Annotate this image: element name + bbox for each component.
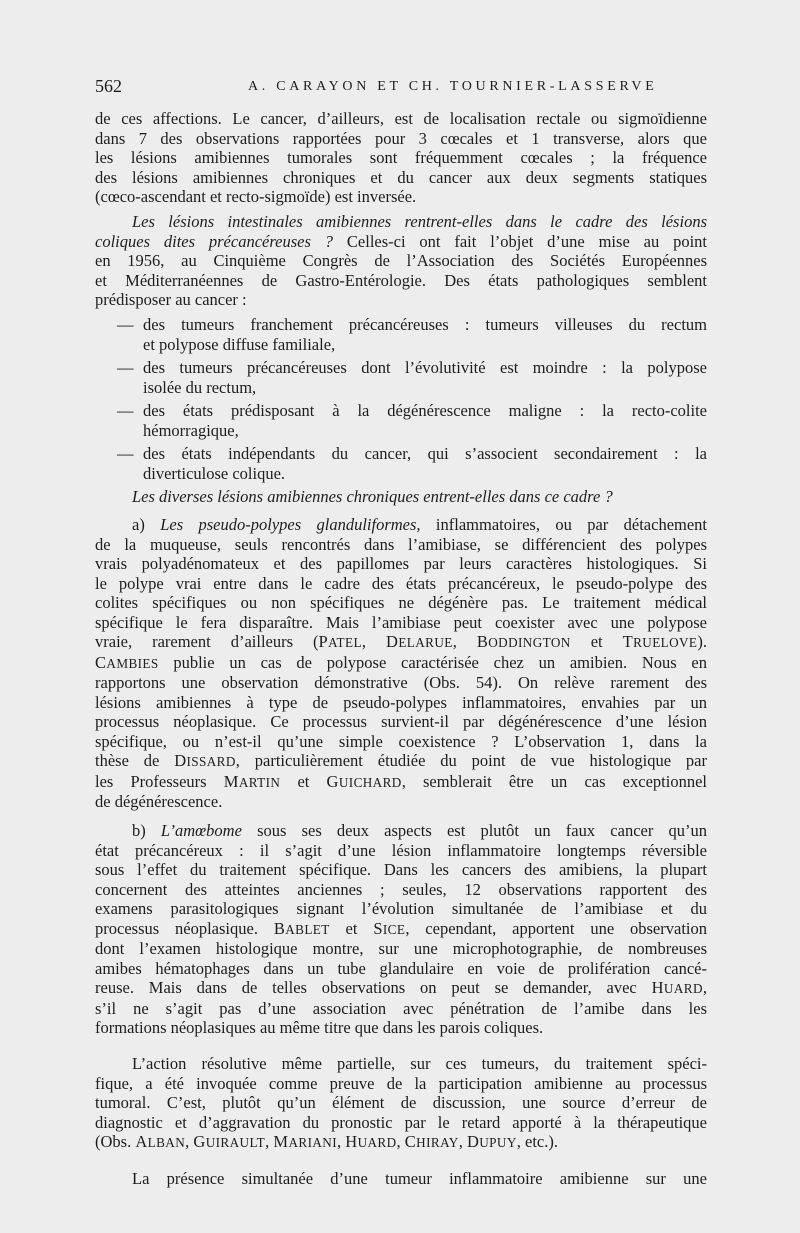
text-line <box>95 693 707 713</box>
text-line <box>95 212 707 232</box>
text-run: , <box>702 978 707 998</box>
text-run: de dégénérescence. <box>95 792 223 812</box>
author-name: HUARD <box>345 1132 397 1152</box>
em-dash-marker: — <box>117 444 134 464</box>
text-run: reuse. Mais dans de telles observations on peut se demander, avec <box>95 978 652 998</box>
text-run: des tumeurs franchement précancéreuses : tumeurs villeuses du rectum <box>143 315 707 335</box>
text-line <box>95 653 707 674</box>
author-name: PATEL <box>318 632 362 652</box>
author-name: DELARUE <box>386 632 453 652</box>
text-line <box>95 999 707 1019</box>
text-run: La présence simultanée d’une tumeur inflammatoire amibienne sur une <box>132 1169 707 1189</box>
text-run: diagnostic et d’aggravation du pronostic par le retard apporté à la thérapeutique <box>95 1112 707 1132</box>
italic-text: Les pseudo-polypes glanduliformes, <box>160 515 421 535</box>
text-line <box>95 148 707 168</box>
enumeration-list <box>95 315 707 483</box>
running-head <box>95 76 707 96</box>
text-run: dont l’examen histologique montre, sur une microphotographie, de nombreuses <box>95 939 707 959</box>
text-line <box>95 1074 707 1094</box>
text-line <box>95 880 707 900</box>
text-run: processus néoplasique. Ce processus survient-il par dégénérescence d’une lésion <box>95 712 707 732</box>
text-run: sous ses deux aspects est plutôt un faux cancer qu’un <box>241 821 707 841</box>
text-run: des états indépendants du cancer, qui s’associent secondairement : la <box>143 444 707 464</box>
text-run: , particulièrement étudiée du point de vue histologique par <box>235 751 708 771</box>
text-line <box>95 772 707 793</box>
text-run: vraie, rarement d’ailleurs ( <box>95 632 319 652</box>
text-run: , etc.). <box>516 1132 558 1152</box>
author-name: SICE <box>373 918 406 938</box>
italic-text: Les lésions intestinales amibiennes rentrent-elles dans le cadre des lésions <box>132 212 707 232</box>
text-line <box>95 792 707 812</box>
text-run: dans 7 des observations rapportées pour 3 cœcales et 1 transverse, alors que <box>95 128 707 148</box>
text-line <box>95 1018 707 1038</box>
text-run: , <box>361 632 387 652</box>
paragraph <box>95 487 707 507</box>
text-line <box>95 535 707 555</box>
author-name: BODDINGTON <box>476 632 571 652</box>
text-run: prédisposer au cancer : <box>95 290 247 310</box>
text-run: état précancéreux : il s’agit d’une lésion inflammatoire longtemps réversible <box>95 840 707 860</box>
text-run: , cependant, apportent une observation <box>405 918 707 938</box>
author-name: DUPUY <box>466 1132 517 1152</box>
text-run: et <box>570 632 623 652</box>
text-line <box>95 168 707 188</box>
text-line <box>95 899 707 919</box>
text-line <box>143 358 707 378</box>
text-line <box>95 290 707 310</box>
text-run: les lésions amibiennes tumorales sont fréquemment cœcales ; la fréquence <box>95 148 707 168</box>
text-line <box>95 939 707 959</box>
em-dash-marker: — <box>117 401 134 421</box>
text-run: le polype vrai entre dans le cadre des états précancéreux, le pseudo-polype des <box>95 573 707 593</box>
text-run: , semblerait être un cas exceptionnel <box>401 771 707 791</box>
text-line <box>95 1169 707 1189</box>
text-run: des lésions amibiennes chroniques et du cancer aux deux segments statiques <box>95 167 707 187</box>
paragraph <box>95 109 707 207</box>
text-line <box>95 574 707 594</box>
text-line <box>95 109 707 129</box>
text-run: b) <box>132 821 161 841</box>
text-run: examens parasitologiques signant l’évolution simultanée de l’amibiase et du <box>95 899 707 919</box>
text-run: colites spécifiques ou non spécifiques ne dégénère pas. Le traitement médical <box>95 593 707 613</box>
text-run: concernent des atteintes anciennes ; seules, 12 observations rapportent des <box>95 879 707 899</box>
author-name: GUICHARD <box>326 771 402 791</box>
author-name: BABLET <box>273 918 330 938</box>
text-run: de la muqueuse, seuls rencontrés dans l’amibiase, se différencient des polypes <box>95 534 707 554</box>
em-dash-marker: — <box>117 358 134 378</box>
text-line <box>95 187 707 207</box>
text-run: processus néoplasique. <box>95 918 274 938</box>
italic-text: coliques dites précancéreuses ? <box>95 231 334 251</box>
text-run: L’action résolutive même partielle, sur ces tumeurs, du traitement spéci- <box>132 1054 707 1074</box>
list-item <box>95 444 707 483</box>
text-line <box>95 129 707 149</box>
text-line <box>95 673 707 693</box>
text-line <box>95 751 707 772</box>
text-run: vrais polyadénomateux et des papillomes par leurs caractères histologiques. Si <box>95 554 707 574</box>
text-line <box>95 232 707 252</box>
text-line <box>95 1054 707 1074</box>
text-run: , <box>265 1132 274 1152</box>
author-name: MARIANI <box>273 1132 337 1152</box>
text-line <box>95 632 707 653</box>
body-text <box>95 109 707 1189</box>
text-line <box>95 487 707 507</box>
text-line <box>143 444 707 464</box>
text-run: des états prédisposant à la dégénérescence maligne : la recto-colite <box>143 401 707 421</box>
text-line <box>95 732 707 752</box>
text-run: et Méditerranéennes de Gastro-Entérologie. Des états pathologiques semblent <box>95 270 707 290</box>
text-run: inflammatoires, ou par détachement <box>420 515 708 535</box>
italic-text: Les diverses lésions amibiennes chroniques entrent-elles dans ce cadre ? <box>132 487 613 507</box>
text-line <box>95 860 707 880</box>
text-line <box>95 554 707 574</box>
text-run: lésions amibiennes à type de pseudo-polypes inflammatoires, envahies par un <box>95 692 707 712</box>
list-item <box>95 358 707 397</box>
author-name: CAMBIES <box>95 652 159 672</box>
paragraph <box>95 1054 707 1153</box>
text-run: , <box>452 632 477 652</box>
text-run: publie un cas de polypose caractérisée chez un amibien. Nous en <box>158 652 707 672</box>
text-run: , <box>396 1132 405 1152</box>
text-run: ). <box>697 632 708 652</box>
text-line <box>143 315 707 335</box>
text-line <box>95 1093 707 1113</box>
text-run: thèse de <box>95 751 175 771</box>
text-run: a) <box>132 515 161 535</box>
text-run: , <box>458 1132 467 1152</box>
author-name: CHIRAY <box>404 1132 459 1152</box>
author-name: HUARD <box>651 978 703 998</box>
list-item <box>95 401 707 440</box>
text-run: s’il ne s’agit pas d’une association avec pénétration de l’amibe dans les <box>95 998 707 1018</box>
page-number: 562 <box>95 76 122 96</box>
running-title: A. CARAYON ET CH. TOURNIER-LASSERVE <box>248 79 658 94</box>
text-run: et <box>329 918 374 938</box>
author-name: MARTIN <box>223 771 281 791</box>
list-item <box>95 315 707 354</box>
text-run: (cœco-ascendant et recto-sigmoïde) est inversée. <box>95 187 417 207</box>
text-run: sous l’effet du traitement spécifique. Dans les cancers des amibiens, la plupart <box>95 860 707 880</box>
text-line <box>143 378 707 398</box>
paragraph <box>95 821 707 1038</box>
text-run: formations néoplasiques au même titre que dans les parois coliques. <box>95 1018 544 1038</box>
text-line <box>143 464 707 484</box>
text-line <box>95 1113 707 1133</box>
text-run: isolée du rectum, <box>143 377 257 397</box>
text-run: tumoral. C’est, plutôt qu’un élément de discussion, une source d’erreur de <box>95 1093 707 1113</box>
text-line <box>143 335 707 355</box>
author-name: ALBAN <box>135 1132 186 1152</box>
text-run: rapportons une observation démonstrative (Obs. 54). On relève rarement des <box>95 673 707 693</box>
text-run: des tumeurs précancéreuses dont l’évolutivité est moindre : la polypose <box>143 358 707 378</box>
text-run: spécifique le fera disparaître. Mais l’amibiase peut coexister avec une polypose <box>95 612 707 632</box>
text-run: amibes hématophages dans un tube glandulaire en voie de prolifération cancé- <box>95 958 707 978</box>
author-name: GUIRAULT <box>193 1132 266 1152</box>
text-line <box>95 978 707 999</box>
text-run: fique, a été invoquée comme preuve de la participation amibienne au processus <box>95 1073 707 1093</box>
paragraph <box>95 515 707 812</box>
text-run: et <box>280 771 327 791</box>
italic-text: L’amœbome <box>160 821 242 841</box>
text-line <box>95 271 707 291</box>
text-line <box>143 401 707 421</box>
author-name: TRUELOVE <box>622 632 698 652</box>
text-line <box>95 841 707 861</box>
text-line <box>95 613 707 633</box>
text-run: , <box>337 1132 346 1152</box>
em-dash-marker: — <box>117 315 134 335</box>
text-line <box>95 593 707 613</box>
text-run: Celles-ci ont fait l’objet d’une mise au point <box>333 231 707 251</box>
text-line <box>95 712 707 732</box>
text-line <box>95 251 707 271</box>
text-line <box>95 1132 707 1153</box>
text-run: , <box>185 1132 194 1152</box>
text-run: hémorragique, <box>143 420 239 440</box>
text-run: les Professeurs <box>95 771 224 791</box>
author-name: DISSARD <box>174 751 236 771</box>
text-run: de ces affections. Le cancer, d’ailleurs, est de localisation rectale ou sigmoïdienne <box>95 109 707 129</box>
text-run: diverticulose colique. <box>143 463 286 483</box>
paragraph <box>95 212 707 310</box>
text-line <box>143 421 707 441</box>
text-line <box>95 959 707 979</box>
text-run: en 1956, au Cinquième Congrès de l’Association des Sociétés Européennes <box>95 251 707 271</box>
paragraph <box>95 1169 707 1189</box>
text-line <box>95 821 707 841</box>
text-line <box>95 515 707 535</box>
text-run: spécifique, ou n’est-il qu’une simple coexistence ? L’observation 1, dans la <box>95 731 707 751</box>
text-run: (Obs. <box>95 1132 136 1152</box>
text-line <box>95 919 707 940</box>
text-run: et polypose diffuse familiale, <box>143 334 336 354</box>
